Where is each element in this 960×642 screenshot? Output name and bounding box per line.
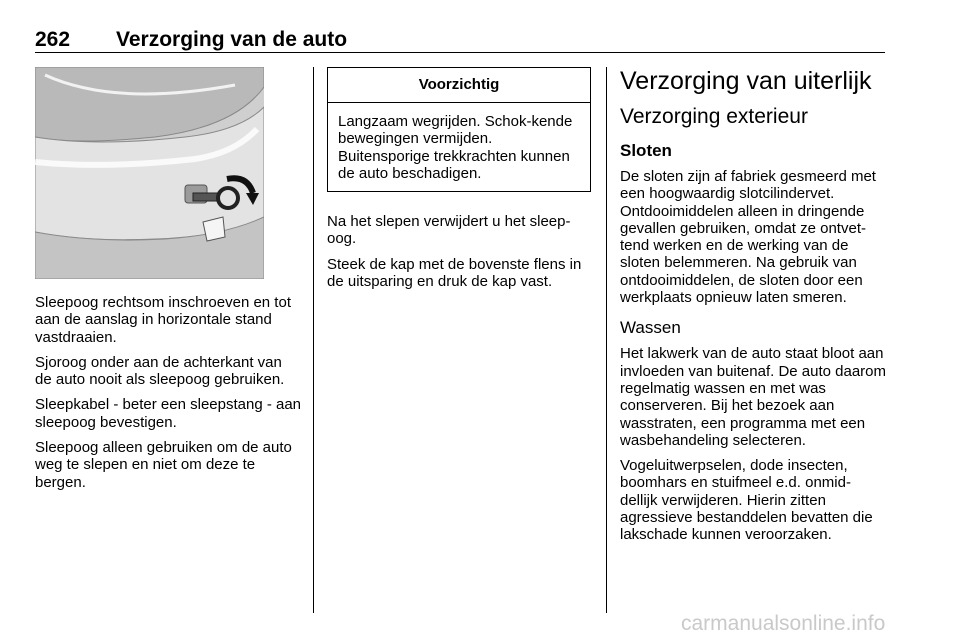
column-3 [620,67,888,552]
instruction-paragraph: Sleepoog alleen gebruiken om de auto weg te slepen en niet om deze te bergen. [35,439,292,491]
column-2 [327,67,591,298]
topic-heading-sloten: Sloten [620,141,672,160]
chapter-title: Verzorging van de auto [116,28,348,51]
topic-heading-wassen: Wassen [620,318,681,338]
wassen-paragraph: Het lakwerk van de auto staat bloot aan invloeden van buitenaf. De auto daarom regelmatig wassen en met was conserveren. Bij het bezoek aan wasstraten, een programma met een wasbehandeling selecteren. [620,345,887,449]
column-1 [35,67,301,499]
caution-box [327,67,591,192]
sloten-paragraph: De sloten zijn af fabriek gesmeerd met een hoogwaardig slotcilindervet. Ontdooimiddelen alleen in dringende gevallen gebruiken, omdat ze ontvet-tend werken en de werking van de sloten belemmeren. Na gebruik van ontdooimiddelen, de sloten door een werkplaats opnieuw laten smeren. [620,168,876,307]
body-paragraph: Na het slepen verwijdert u het sleep-oog. [327,213,571,248]
instruction-paragraph: Sleepkabel - beter een sleepstang - aan sleepoog bevestigen. [35,396,302,431]
subsection-heading: Verzorging exterieur [620,105,808,128]
caution-body: Langzaam wegrijden. Schok-kende bewegingen vermijden. Buitensporige trekkrachten kunnen de auto beschadigen. [338,113,573,182]
caution-title: Voorzichtig [328,68,590,103]
column-divider-2 [606,67,607,613]
tow-eye-illustration [35,67,264,279]
watermark: carmanualsonline.info [681,612,886,635]
section-heading: Verzorging van uiterlijk [620,67,872,95]
column-divider-1 [313,67,314,613]
page-number: 262 [35,28,71,51]
page-header [35,26,885,53]
instruction-paragraph: Sjoroog onder aan de achterkant van de auto nooit als sleepoog gebruiken. [35,353,285,389]
tow-eye-drawing [35,67,264,279]
wassen-paragraph: Vogeluitwerpselen, dode insecten, boomhars en stuifmeel e.d. onmid-dellijk verwijderen. Hierin zitten agressieve bestanddelen bevatten die lakschade kunnen veroorzaken. [620,457,873,544]
body-paragraph: Steek de kap met de bovenste flens in de uitsparing en druk de kap vast. [327,255,582,291]
instruction-paragraph: Sleepoog rechtsom inschroeven en tot aan de aanslag in horizontale stand vastdraaien. [35,294,291,346]
